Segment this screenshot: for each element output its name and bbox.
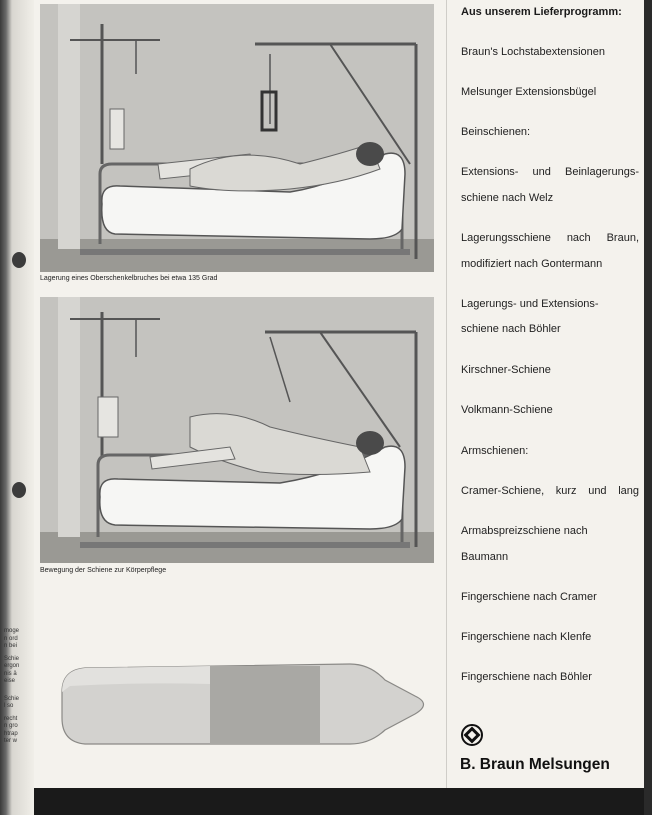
bottom-dark-strip [34, 788, 652, 815]
list-item: Lagerungsschiene nach Braun, [461, 232, 639, 244]
list-item: Melsunger Extensionsbügel [461, 86, 597, 98]
product-list-heading: Aus unserem Lieferprogramm: [461, 6, 622, 18]
bed-photo-1 [40, 4, 434, 272]
fragment: ergon [4, 663, 20, 669]
fragment: eise [4, 678, 16, 684]
list-item: Extensions- und Beinlagerungs- [461, 166, 639, 178]
list-item: Armabspreizschiene nach [461, 525, 588, 537]
binder-hole-top [12, 252, 26, 268]
previous-page-fragments [4, 628, 34, 746]
right-edge-shadow [644, 0, 652, 815]
list-item: Cramer-Schiene, kurz und lang [461, 485, 639, 497]
fragment: n bei [4, 643, 18, 649]
photo-2-caption: Bewegung der Schiene zur Körperpflege [40, 567, 167, 574]
fragment: n ord [4, 635, 18, 642]
fragment: nis ä [4, 670, 17, 677]
splint-photo [40, 622, 434, 772]
list-item: Baumann [461, 551, 509, 563]
list-item: Kirschner-Schiene [461, 364, 551, 376]
fragment: möge [4, 628, 20, 634]
fragment: ter w [4, 738, 18, 744]
brand-name: B. Braun Melsungen [460, 756, 610, 773]
list-item: Beinschienen: [461, 126, 531, 138]
fragment: htrap [4, 730, 18, 737]
fragment: recht [4, 715, 18, 722]
list-item: modifiziert nach Gontermann [461, 258, 603, 270]
list-item: Fingerschiene nach Böhler [461, 671, 592, 683]
list-item: Volkmann-Schiene [461, 404, 553, 416]
list-item: schiene nach Böhler [461, 323, 561, 335]
list-item: Armschienen: [461, 445, 529, 457]
column-divider [446, 0, 447, 788]
list-item: Braun's Lochstabextensionen [461, 46, 605, 58]
fragment: n gro [4, 723, 18, 729]
photo-1-caption: Lagerung eines Oberschenkelbruches bei etwa 135 Grad [40, 275, 218, 282]
list-item: schiene nach Welz [461, 192, 554, 204]
binder-hole-bottom [12, 482, 26, 498]
list-item: Lagerungs- und Extensions- [461, 298, 599, 310]
list-item: Fingerschiene nach Klenfe [461, 631, 592, 643]
fragment: Schie [4, 695, 20, 702]
fragment: Schie [4, 655, 20, 662]
braun-logo-icon [461, 724, 483, 746]
list-item: Fingerschiene nach Cramer [461, 591, 597, 603]
bed-photo-2 [40, 297, 434, 563]
fragment: l so [4, 703, 14, 709]
